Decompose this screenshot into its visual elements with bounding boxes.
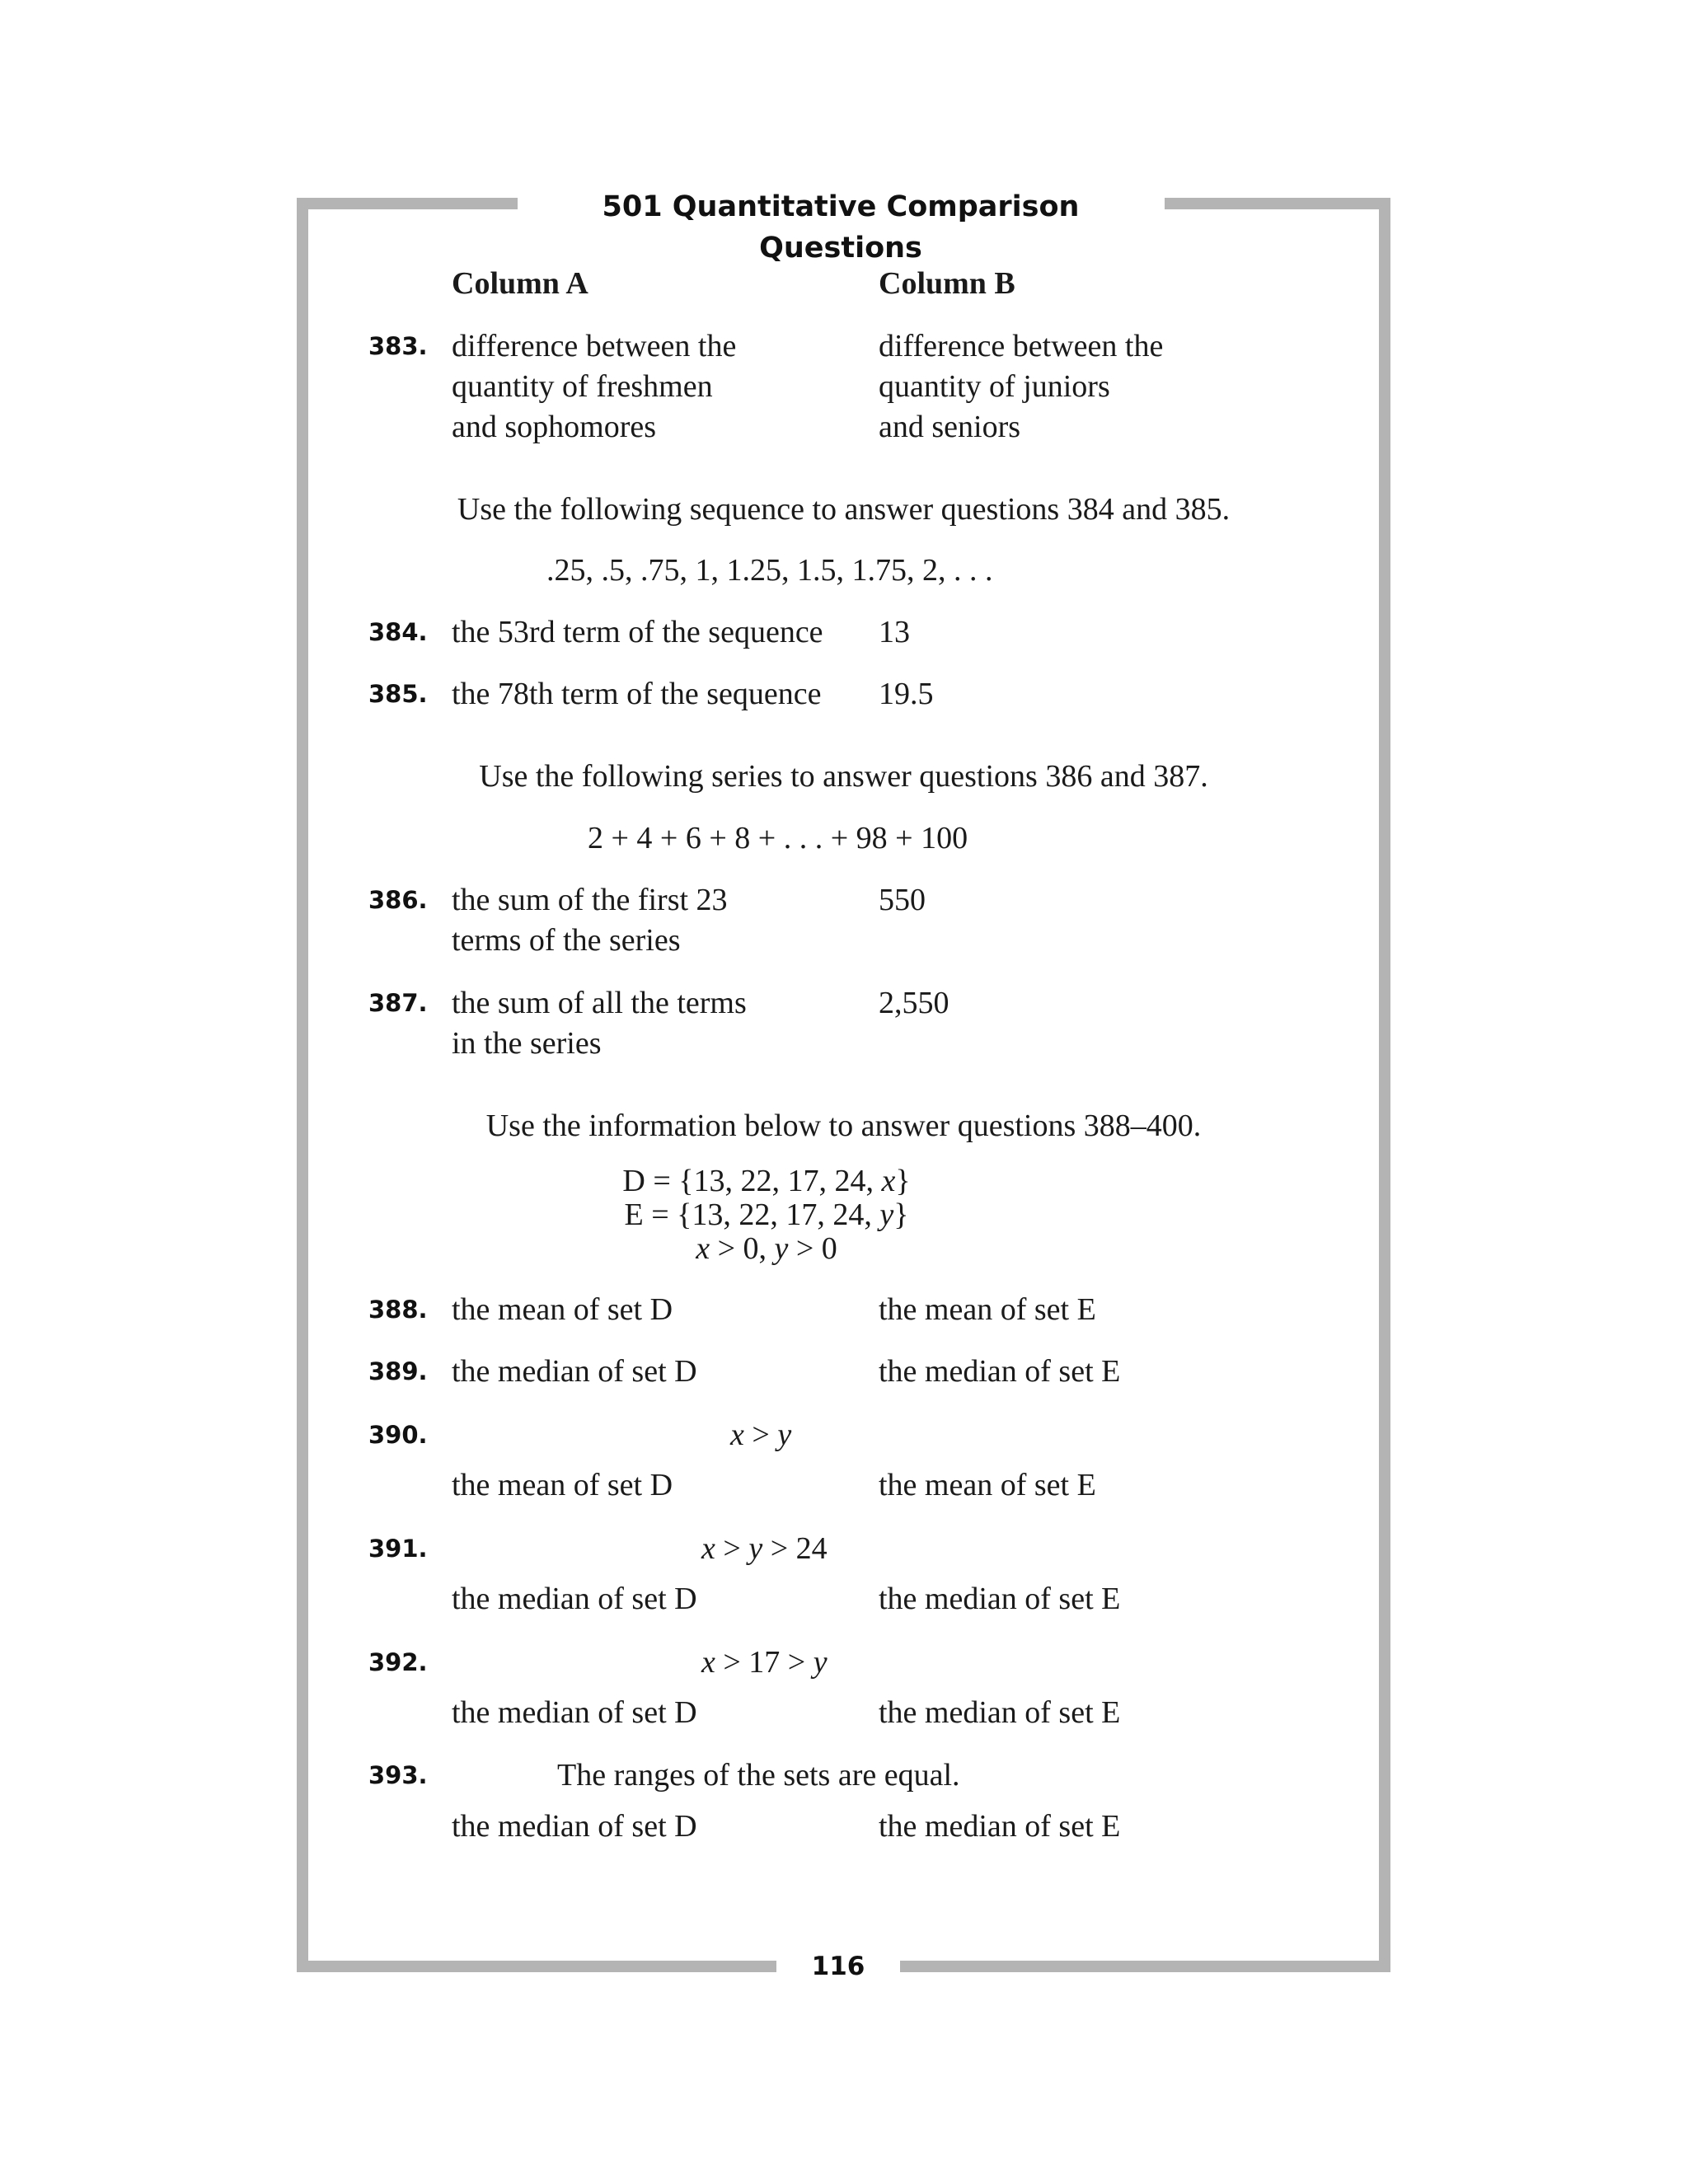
- q393-condition: The ranges of the sets are equal.: [557, 1758, 960, 1793]
- question-number-387: 387.: [368, 989, 428, 1017]
- q388-column-a: the mean of set D: [452, 1292, 673, 1327]
- information-instructions: Use the information below to answer questions 388–400.: [485, 1108, 1202, 1143]
- q392-column-b: the median of set E: [879, 1695, 1121, 1730]
- question-number-389: 389.: [368, 1357, 428, 1385]
- question-number-393: 393.: [368, 1761, 428, 1789]
- question-number-383: 383.: [368, 332, 428, 360]
- q390-cond-y: y: [777, 1418, 792, 1452]
- q391-column-b: the median of set E: [879, 1582, 1121, 1616]
- q390-column-b: the mean of set E: [879, 1468, 1096, 1502]
- q392-column-a: the median of set D: [452, 1695, 697, 1730]
- sequence-expression: .25, .5, .75, 1, 1.25, 1.5, 1.75, 2, . . .: [546, 553, 993, 588]
- q385-column-b: 19.5: [879, 677, 934, 711]
- q391-cond-end: > 24: [762, 1531, 828, 1566]
- q391-cond-x: x: [701, 1531, 715, 1566]
- q385-column-a: the 78th term of the sequence: [452, 677, 822, 711]
- page-number: 116: [811, 1952, 865, 1981]
- set-definitions: [577, 1165, 956, 1266]
- set-d-definition: [577, 1165, 956, 1198]
- set-e-suffix: }: [893, 1197, 909, 1232]
- q384-column-b: 13: [879, 615, 910, 649]
- q386-column-a-line2: terms of the series: [452, 923, 681, 958]
- question-number-384: 384.: [368, 618, 428, 646]
- q390-cond-op: >: [743, 1418, 778, 1452]
- q392-cond-op: > 17 >: [715, 1645, 814, 1680]
- q393-column-a: the median of set D: [452, 1809, 697, 1844]
- q390-column-a: the mean of set D: [452, 1468, 673, 1502]
- q391-cond-op: >: [715, 1531, 749, 1566]
- question-number-386: 386.: [368, 886, 428, 914]
- frame-left-rule: [297, 198, 308, 1972]
- column-a-heading: Column A: [452, 266, 588, 301]
- series-instructions: Use the following series to answer questions 386 and 387.: [479, 759, 1208, 794]
- question-number-388: 388.: [368, 1296, 428, 1324]
- variable-constraints: [577, 1232, 956, 1266]
- q389-column-a: the median of set D: [452, 1354, 697, 1389]
- column-b-heading: Column B: [879, 266, 1015, 301]
- set-e-definition: [577, 1198, 956, 1232]
- frame-bottom-left-rule: [297, 1961, 776, 1972]
- q392-condition: [701, 1643, 828, 1683]
- q383-column-a-line3: and sophomores: [452, 410, 657, 444]
- q383-column-b-line2: quantity of juniors: [879, 369, 1110, 404]
- sequence-instructions: Use the following sequence to answer questions 384 and 385.: [457, 492, 1231, 527]
- question-number-391: 391.: [368, 1535, 428, 1563]
- q391-condition: [701, 1529, 828, 1569]
- series-expression: 2 + 4 + 6 + 8 + . . . + 98 + 100: [588, 821, 968, 855]
- q383-column-a-line1: difference between the: [452, 329, 737, 363]
- question-number-385: 385.: [368, 680, 428, 708]
- q393-column-b: the median of set E: [879, 1809, 1121, 1844]
- q388-column-b: the mean of set E: [879, 1292, 1096, 1327]
- set-e-variable: y: [879, 1197, 894, 1232]
- q389-column-b: the median of set E: [879, 1354, 1121, 1389]
- question-number-390: 390.: [368, 1421, 428, 1449]
- q386-column-b: 550: [879, 883, 926, 917]
- set-d-suffix: }: [895, 1164, 911, 1198]
- q391-cond-y: y: [748, 1531, 763, 1566]
- question-number-392: 392.: [368, 1648, 428, 1676]
- q387-column-a-line1: the sum of all the terms: [452, 986, 747, 1020]
- q390-cond-x: x: [730, 1418, 744, 1452]
- q383-column-b-line3: and seniors: [879, 410, 1021, 444]
- constraint-x: x: [696, 1231, 710, 1266]
- q384-column-a: the 53rd term of the sequence: [452, 615, 823, 649]
- frame-top-right-rule: [1165, 198, 1390, 209]
- frame-bottom-right-rule: [900, 1961, 1390, 1972]
- q392-cond-x: x: [701, 1645, 715, 1680]
- q383-column-a-line2: quantity of freshmen: [452, 369, 713, 404]
- set-d-prefix: D = {13, 22, 17, 24,: [622, 1164, 882, 1198]
- q392-cond-y: y: [813, 1645, 828, 1680]
- q387-column-b: 2,550: [879, 986, 950, 1020]
- frame-top-left-rule: [297, 198, 518, 209]
- constraint-mid: > 0,: [710, 1231, 775, 1266]
- set-e-prefix: E = {13, 22, 17, 24,: [624, 1197, 880, 1232]
- set-d-variable: x: [881, 1164, 896, 1198]
- page-header: 501 Quantitative Comparison Questions: [602, 190, 1080, 265]
- q390-condition: [730, 1415, 791, 1455]
- frame-right-rule: [1379, 198, 1390, 1972]
- q383-column-b-line1: difference between the: [879, 329, 1164, 363]
- q391-column-a: the median of set D: [452, 1582, 697, 1616]
- constraint-y: y: [774, 1231, 789, 1266]
- constraint-end: > 0: [788, 1231, 837, 1266]
- q387-column-a-line2: in the series: [452, 1026, 602, 1061]
- q386-column-a-line1: the sum of the first 23: [452, 883, 728, 917]
